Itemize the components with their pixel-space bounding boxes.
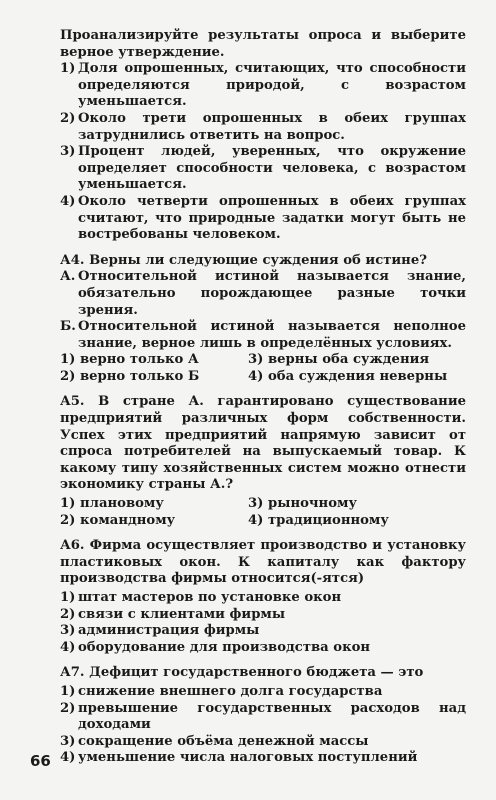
intro-option-4 [60,194,466,244]
option-text: Доля опрошенных, считающих, что способности определяются природой, с возрастом уменьшается. [78,61,466,110]
a4-statement-b [60,319,466,352]
a6-question [60,538,466,588]
a7-option-2 [60,701,466,734]
option-text: уменьшение числа налоговых поступлений [78,750,418,766]
option-text: оборудование для производства окон [78,639,371,655]
a4-statement-a [60,269,466,319]
option-number: 4) [60,193,76,209]
a4-answer-3: 3) верны оба суждения [248,352,430,368]
option-number: 3) [60,733,76,749]
option-text: Процент людей, уверенных, что окружение определяет способности человека, с возрастом уменьшается. [78,144,466,193]
page-number: 66 [30,752,51,770]
intro-option-2 [60,111,466,144]
statement-letter: Б. [60,319,76,335]
a4-answer-2: 2) верно только Б [60,368,200,384]
a4-question-text: Верны ли следующие суждения об истине? [89,252,427,268]
statement-text: Относительной истиной называется неполное знание, верное лишь в определённых условиях. [78,319,466,351]
a6-option-2 [60,607,466,624]
a4-question [60,253,466,270]
a5-answer-1: 1) плановому [60,496,164,512]
a7-label: А7. [60,665,85,681]
option-number: 3) [60,144,76,160]
option-number: 2) [60,606,76,622]
option-text: связи с клиентами фирмы [78,606,286,622]
a5-answer-3: 3) рыночному [248,496,357,512]
a6-option-4 [60,640,466,657]
option-text: Около четверти опрошенных в обеих группах считают, что природные задатки могут быть не востребованы человеком. [78,193,466,243]
a7-option-1 [60,684,466,701]
a6-label: А6. [60,538,85,554]
option-text: снижение внешнего долга государства [78,683,383,699]
option-number: 1) [60,61,76,77]
option-text: штат мастеров по установке окон [78,590,342,605]
a5-label: А5. [60,394,85,410]
intro-option-3 [60,144,466,194]
a6-option-3 [60,623,466,640]
option-number: 2) [60,700,76,716]
a7-option-3 [60,734,466,751]
option-number: 2) [60,110,76,126]
intro-question: Проанализируйте результаты опроса и выберите верное утверждение. [60,28,466,60]
a5-question [60,394,466,494]
a4-answer-1: 1) верно только А [60,352,199,368]
option-text: администрация фирмы [78,623,260,639]
intro-option-1 [60,61,466,111]
option-number: 4) [60,750,76,766]
a5-answer-2: 2) командному [60,512,176,528]
option-number: 4) [60,639,76,655]
option-text: превышение государственных расходов над доходами [78,700,466,733]
a7-question-text: Дефицит государственного бюджета — это [89,665,424,681]
option-number: 1) [60,683,76,699]
a7-question [60,665,466,682]
a5-answers [60,496,466,529]
option-text: Около трети опрошенных в обеих группах затруднились ответить на вопрос. [78,110,466,143]
a7-option-4 [60,750,466,767]
option-number: 3) [60,623,76,639]
a4-label: А4. [60,252,85,268]
a6-option-1 [60,590,466,607]
statement-text: Относительной истиной называется знание, обязательно порождающее разные точки зрения. [78,269,466,318]
a4-answer-4: 4) оба суждения неверны [248,368,448,384]
a5-question-text: В стране А. гарантировано существование предприятий различных форм собственности. Успех этих предприятий напрямую зависит от спроса потребителей на выпускаемый товар. К какому типу хозяйственных систем можно отнести экономику страны А.? [60,394,466,493]
option-number: 1) [60,590,76,605]
a5-answer-4: 4) традиционному [248,512,389,528]
a6-question-text: Фирма осуществляет производство и установку пластиковых окон. К капиталу как фактору производства фирмы относится(-ятся) [60,538,467,587]
option-text: сокращение объёма денежной массы [78,733,369,749]
statement-letter: А. [60,269,76,285]
a4-answers [60,352,466,385]
